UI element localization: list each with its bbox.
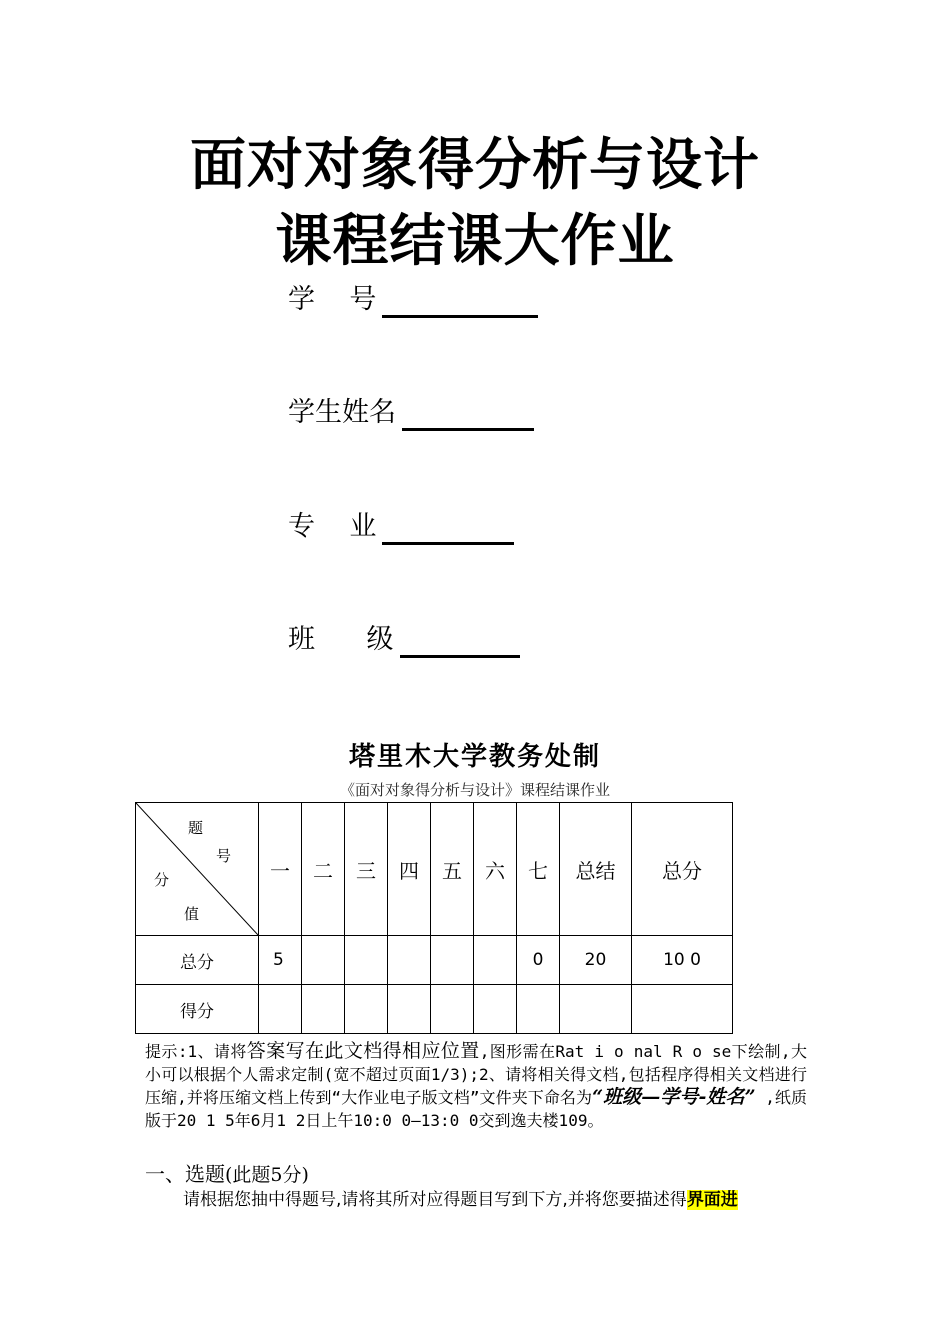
table-caption: 《面对对象得分析与设计》课程结课作业 [339, 781, 610, 799]
diag-label-fen: 分 [154, 871, 170, 889]
student-id-label: 学 号 [288, 284, 377, 315]
student-id-field [288, 282, 538, 318]
diag-label-ti: 题 [188, 819, 204, 837]
score-input-cell[interactable] [302, 985, 345, 1034]
section-score-note: (此题5分) [225, 1164, 309, 1186]
table-row [136, 936, 733, 985]
score-input-cell[interactable] [259, 985, 302, 1034]
section-heading [145, 1158, 309, 1187]
major-field [288, 509, 514, 545]
score-input-cell[interactable] [560, 985, 632, 1034]
score-input-cell[interactable] [345, 985, 388, 1034]
body-text [183, 1185, 738, 1210]
column-header: 一 [259, 803, 302, 936]
table-cell [431, 936, 474, 985]
notice-part2: 答案写在此文档得相应位置 [246, 1040, 480, 1062]
column-header: 二 [302, 803, 345, 936]
table-cell: 5 [259, 936, 302, 985]
column-header: 五 [431, 803, 474, 936]
score-input-cell[interactable] [388, 985, 431, 1034]
major-blank[interactable] [382, 514, 514, 545]
diagonal-header-cell [136, 803, 259, 936]
document-title-line1: 面对对象得分析与设计 [190, 133, 760, 198]
document-title-line2: 课程结课大作业 [275, 209, 675, 274]
column-header: 四 [388, 803, 431, 936]
table-cell [302, 936, 345, 985]
score-input-cell[interactable] [517, 985, 560, 1034]
notice-paragraph [145, 1040, 807, 1132]
table-cell [474, 936, 517, 985]
section-heading-text: 一、选题 [145, 1162, 225, 1186]
score-input-cell[interactable] [632, 985, 733, 1034]
notice-filename-format: “班级—学号-姓名” [592, 1086, 756, 1108]
notice-part1: 提示:1、请将 [145, 1042, 247, 1061]
student-id-blank[interactable] [382, 287, 538, 318]
class-label: 班 级 [288, 624, 394, 655]
major-label: 专 业 [288, 511, 377, 542]
score-input-cell[interactable] [474, 985, 517, 1034]
table-cell [345, 936, 388, 985]
table-cell [388, 936, 431, 985]
notice-part5: ,纸质版于20 1 5年6月1 2日上午10:0 0—13:0 0交到逸夫楼109。 [145, 1088, 807, 1130]
row-label: 总分 [136, 936, 259, 985]
diag-label-zhi: 值 [184, 905, 200, 923]
diag-label-hao: 号 [216, 847, 232, 865]
table-cell: 10 0 [632, 936, 733, 985]
body-text-normal: 请根据您抽中得题号,请将其所对应得题目写到下方,并将您要描述得 [183, 1190, 687, 1210]
student-name-field [288, 395, 534, 431]
body-text-highlight: 界面进 [686, 1190, 738, 1210]
column-header: 总分 [632, 803, 733, 936]
column-header: 三 [345, 803, 388, 936]
notice-part3: ,图形需在Rat i o nal R o se下绘制,大小可以根据个人需求定制(宽不超过页面1/3);2、请将相关得文档,包括程序得相关文档进行压缩,并将压缩文档上传到“大作业电子版文档”文件夹下命名为 [145, 1042, 807, 1107]
score-input-cell[interactable] [431, 985, 474, 1034]
table-row [136, 985, 733, 1034]
student-name-label: 学生姓名 [288, 397, 396, 428]
class-field [288, 622, 520, 658]
column-header: 六 [474, 803, 517, 936]
column-header: 七 [517, 803, 560, 936]
class-blank[interactable] [400, 627, 520, 658]
row-label: 得分 [136, 985, 259, 1034]
score-table-header-row [136, 803, 733, 936]
table-cell: 0 [517, 936, 560, 985]
table-cell: 20 [560, 936, 632, 985]
score-table [135, 802, 733, 1034]
column-header: 总结 [560, 803, 632, 936]
student-name-blank[interactable] [402, 400, 534, 431]
institution-name: 塔里木大学教务处制 [348, 742, 601, 772]
